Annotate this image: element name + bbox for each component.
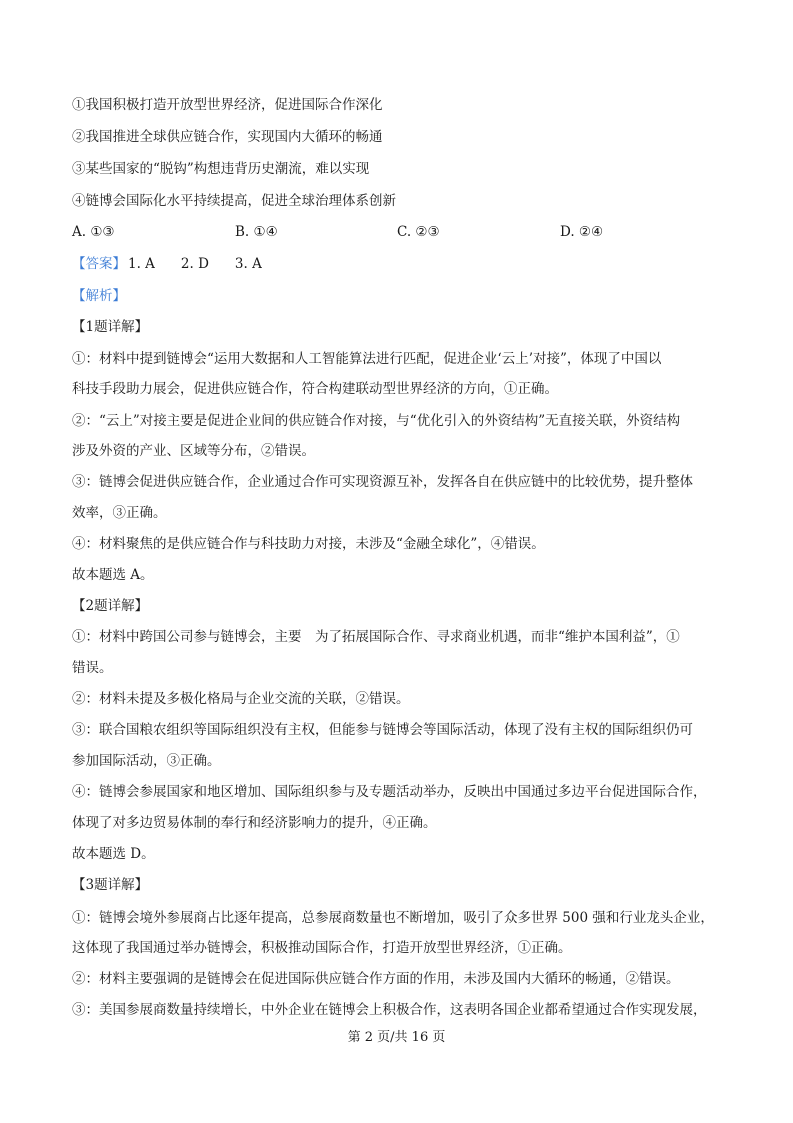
answer-3: 3. A — [234, 256, 262, 272]
statement-1: ①我国积极打造开放型世界经济，促进国际合作深化 — [72, 97, 383, 113]
page-footer: 第 2 页/共 16 页 — [347, 1030, 446, 1045]
answer-tag: 【答案】 — [72, 256, 126, 272]
q1-line: 涉及外资的产业、区域等分布，②错误。 — [72, 443, 315, 459]
option-a: A. ①③ — [72, 224, 115, 240]
q2-heading: 【2题详解】 — [72, 598, 149, 614]
q2-line: 参加国际活动，③正确。 — [72, 753, 221, 769]
q1-line: ①：材料中提到链博会“运用大数据和人工智能算法进行匹配，促进企业‘云上’对接”，体现了中国以 — [72, 351, 662, 367]
q1-line: ④：材料聚焦的是供应链合作与科技助力对接，未涉及“金融全球化”，④错误。 — [72, 536, 545, 552]
answer-1: 1. A — [128, 256, 155, 272]
answer-line — [72, 255, 288, 273]
q2-line: 体现了对多边贸易体制的奉行和经济影响力的提升，④正确。 — [72, 815, 437, 831]
statement-3: ③某些国家的“脱钩”构想违背历史潮流，难以实现 — [72, 161, 370, 177]
q3-line: 这体现了我国通过举办链博会，积极推动国际合作，打造开放型世界经济，①正确。 — [72, 940, 572, 956]
q3-line: ①：链博会境外参展商占比逐年提高，总参展商数量也不断增加，吸引了众多世界 500 强和行业龙头企业， — [72, 910, 714, 926]
q1-conclusion: 故本题选 A。 — [72, 567, 154, 583]
option-d: D. ②④ — [560, 224, 604, 240]
option-b: B. ①④ — [235, 224, 278, 240]
option-c: C. ②③ — [397, 224, 440, 240]
q3-line: ③：美国参展商数量持续增长，中外企业在链博会上积极合作，这表明各国企业都希望通过合作实现发展， — [72, 1002, 707, 1018]
q2-conclusion: 故本题选 D。 — [72, 846, 155, 862]
q1-line: 效率，③正确。 — [72, 505, 167, 521]
q2-line: ②：材料未提及多极化格局与企业交流的关联，②错误。 — [72, 691, 410, 707]
q2-line: ①：材料中跨国公司参与链博会，主要 为了拓展国际合作、寻求商业机遇，而非“维护本国利益”，① — [72, 629, 680, 645]
analysis-tag: 【解析】 — [72, 288, 126, 304]
q1-heading: 【1题详解】 — [72, 319, 149, 335]
q1-line: ②：“云上”对接主要是促进企业间的供应链合作对接，与“优化引入的外资结构”无直接关联，外资结构 — [72, 413, 681, 429]
q3-heading: 【3题详解】 — [72, 877, 149, 893]
q1-line: ③：链博会促进供应链合作，企业通过合作可实现资源互补，发挥各自在供应链中的比较优势，提升整体 — [72, 474, 693, 490]
statement-2: ②我国推进全球供应链合作，实现国内大循环的畅通 — [72, 129, 383, 145]
q2-line: ④：链博会参展国家和地区增加、国际组织参与及专题活动举办，反映出中国通过多边平台促进国际合作， — [72, 784, 707, 800]
q2-line: 错误。 — [72, 660, 113, 676]
answer-2: 2. D — [180, 256, 209, 272]
statement-4: ④链博会国际化水平持续提高，促进全球治理体系创新 — [72, 193, 396, 209]
q2-line: ③：联合国粮农组织等国际组织没有主权，但能参与链博会等国际活动，体现了没有主权的国际组织仍可 — [72, 722, 693, 738]
q1-line: 科技手段助力展会，促进供应链合作，符合构建联动型世界经济的方向，①正确。 — [72, 381, 558, 397]
q3-line: ②：材料主要强调的是链博会在促进国际供应链合作方面的作用，未涉及国内大循环的畅通，②错误。 — [72, 971, 680, 987]
